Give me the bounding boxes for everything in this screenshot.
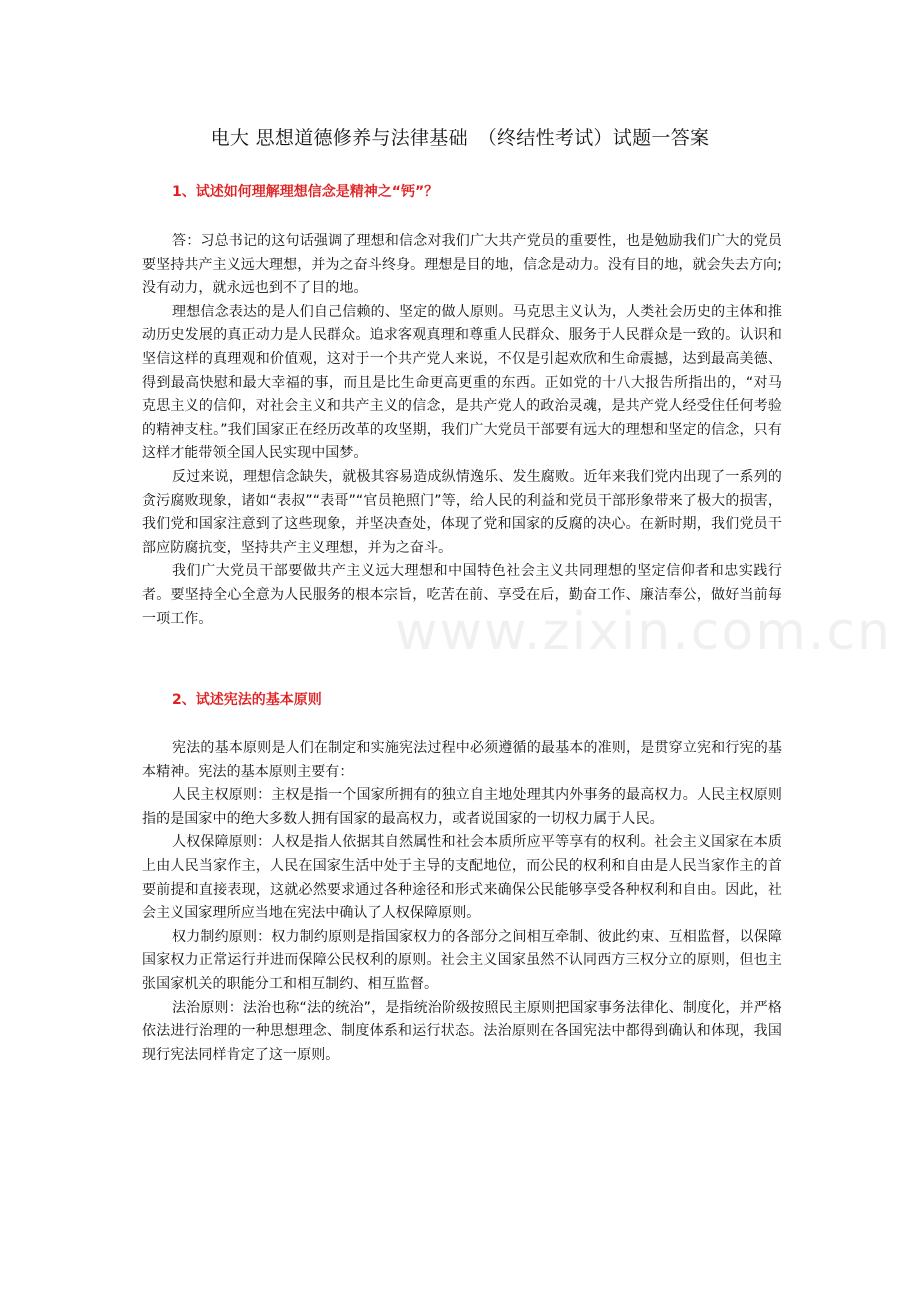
answer-2-body	[142, 737, 782, 1067]
answer-1-paragraph-3: 反过来说，理想信念缺失，就极其容易造成纵情逸乐、发生腐败。近年来我们党内出现了一系列的贪污腐败现象，诸如“表叔”“表哥”“官员艳照门”等，给人民的利益和党员干部形象带来了极大的损害，我们党和国家注意到了这些现象，并坚决查处，体现了党和国家的反腐的决心。在新时期，我们党员干部应防腐抗变，坚持共产主义理想，并为之奋斗。	[142, 468, 782, 556]
answer-2-paragraph-2: 人民主权原则：主权是指一个国家所拥有的独立自主地处理其内外事务的最高权力。人民主权原则指的是国家中的绝大多数人拥有国家的最高权力，或者说国家的一切权力属于人民。	[142, 787, 782, 827]
answer-2-paragraph-4: 权力制约原则：权力制约原则是指国家权力的各部分之间相互牵制、彼此约束、互相监督，以保障国家权力正常运行并进而保障公民权利的原则。社会主义国家虽然不认同西方三权分立的原则，但也主张国家机关的职能分工和相互制约、相互监督。	[142, 928, 782, 992]
question-2-heading: 2、试述宪法的基本原则	[172, 692, 322, 708]
document-title: 电大 思想道德修养与法律基础 （终结性考试）试题一答案	[210, 127, 710, 149]
answer-1-paragraph-4: 我们广大党员干部要做共产主义远大理想和中国特色社会主义共同理想的坚定信仰者和忠实践行者。要坚持全心全意为人民服务的根本宗旨，吃苦在前、享受在后，勤奋工作、廉洁奉公，做好当前每一项工作。	[142, 563, 782, 627]
answer-2-paragraph-1: 宪法的基本原则是人们在制定和实施宪法过程中必须遵循的最基本的准则，是贯穿立宪和行宪的基本精神。宪法的基本原则主要有：	[142, 740, 782, 780]
answer-1-paragraph-2: 理想信念表达的是人们自己信赖的、坚定的做人原则。马克思主义认为，人类社会历史的主体和推动历史发展的真正动力是人民群众。追求客观真理和尊重人民群众、服务于人民群众是一致的。认识和坚信这样的真理观和价值观，这对于一个共产党人来说，不仅是引起欢欣和生命震撼，达到最高美德、得到最高快慰和最大幸福的事，而且是比生命更高更重的东西。正如党的十八大报告所指出的，“对马克思主义的信仰，对社会主义和共产主义的信念，是共产党人的政治灵魂，是共产党人经受住任何考验的精神支柱。”我们国家正在经历改革的攻坚期，我们广大党员干部要有远大的理想和坚定的信念，只有这样才能带领全国人民实现中国梦。	[142, 303, 782, 462]
answer-1-paragraph-1: 答：习总书记的这句话强调了理想和信念对我们广大共产党员的重要性，也是勉励我们广大的党员要坚持共产主义远大理想，并为之奋斗终身。理想是目的地，信念是动力。没有目的地，就会失去方向;没有动力，就永远也到不了目的地。	[142, 233, 782, 297]
answer-2-paragraph-3: 人权保障原则：人权是指人依据其自然属性和社会本质所应平等享有的权利。社会主义国家在本质上由人民当家作主，人民在国家生活中处于主导的支配地位，而公民的权利和自由是人民当家作主的首要前提和直接表现，这就必然要求通过各种途径和形式来确保公民能够享受各种权利和自由。因此，社会主义国家理所应当地在宪法中确认了人权保障原则。	[142, 834, 782, 922]
answer-2-paragraph-5: 法治原则：法治也称“法的统治”，是指统治阶级按照民主原则把国家事务法律化、制度化，并严格依法进行治理的一种思想理念、制度体系和运行状态。法治原则在各国宪法中都得到确认和体现，我国现行宪法同样肯定了这一原则。	[142, 999, 782, 1063]
answer-1-body	[142, 230, 782, 631]
question-1-heading: 1、试述如何理解理想信念是精神之“钙”？	[172, 184, 439, 200]
watermark: www.zixin.com.cn	[395, 602, 892, 662]
